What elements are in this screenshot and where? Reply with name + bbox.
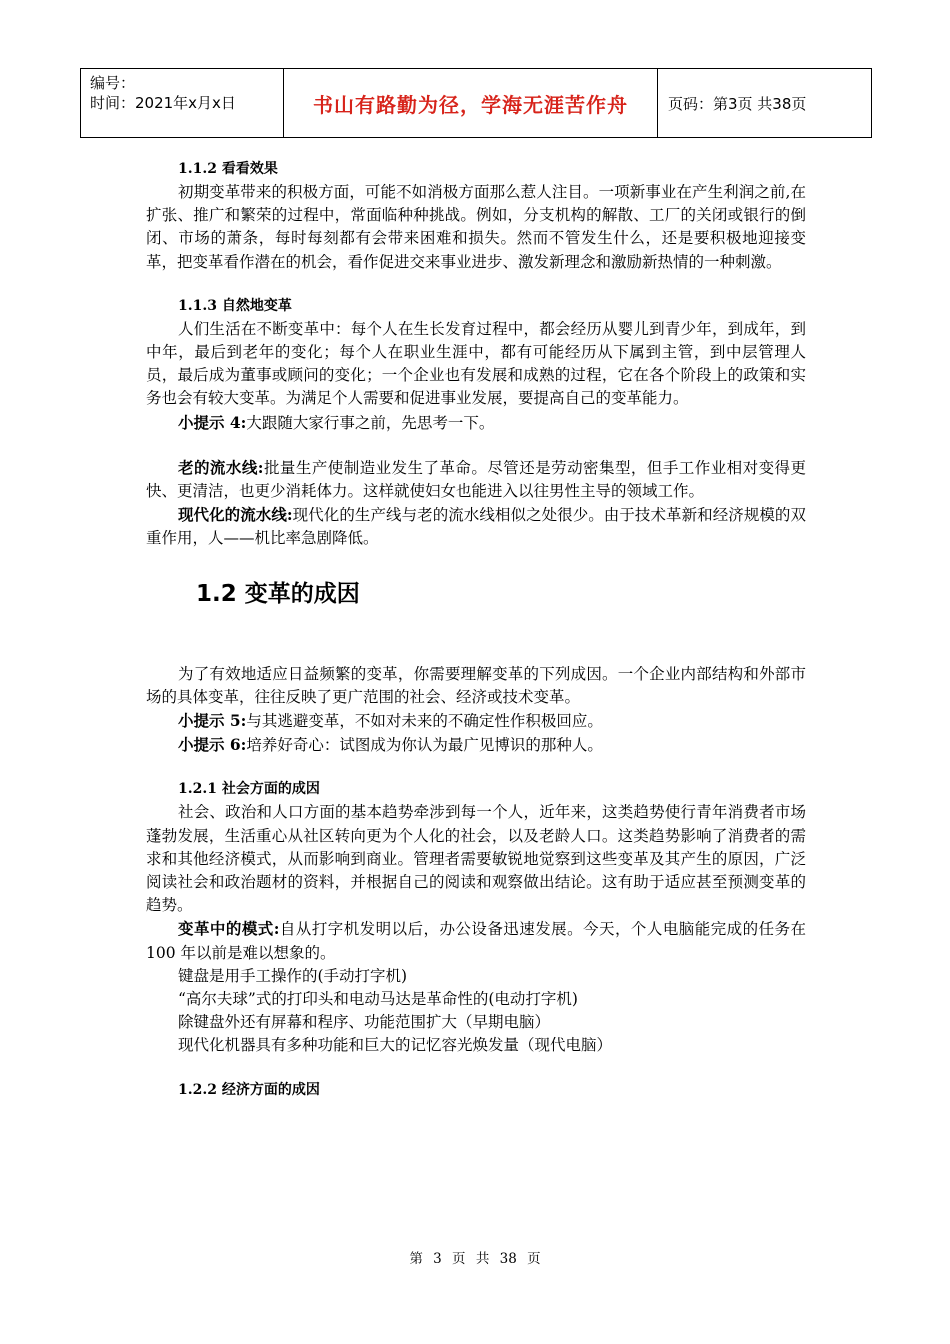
tip-5-text: 与其逃避变革，不如对未来的不确定性作积极回应。 (246, 712, 603, 731)
section-1-1-3-paragraph: 人们生活在不断变革中：每个人在生长发育过程中，都会经历从婴儿到青少年，到成年，到中年，最后到老年的变化；每个人在职业生涯中，都有可能经历从下属到主管，到中层管理人员，最后成为董事或顾问的变化；一个企业也有发展和成熟的过程，它在各个阶段上的政策和实务也会有较大变革。为满足个人需要和促进事业发展，要提高自己的变革能力。 (146, 319, 806, 408)
list-item: 除键盘外还有屏幕和程序、功能范围扩大（早期电脑） (178, 1013, 551, 1032)
document-header (80, 68, 872, 138)
patterns-text: 自从打字机发明以后，办公设备迅速发展。今天，个人电脑能完成的任务在 100 年以前是难以想象的。 (146, 920, 806, 962)
section-1-2-1-title: 1.2.1 社会方面的成因 (178, 781, 320, 798)
list-item: “高尔夫球”式的打印头和电动马达是革命性的(电动打字机) (178, 990, 578, 1009)
section-1-2-2-title: 1.2.2 经济方面的成因 (178, 1081, 320, 1098)
patterns-label: 变革中的模式: (178, 919, 280, 939)
tip-6-text: 培养好奇心：试图成为你认为最广见博识的那种人。 (246, 736, 603, 755)
section-1-1-2-paragraph: 初期变革带来的积极方面，可能不如消极方面那么惹人注目。一项新事业在产生利润之前,在扩张、推广和繁荣的过程中，常面临种种挑战。例如，分支机构的解散、工厂的关闭或银行的倒闭、市场的萧条，每时每刻都有会带来困难和损失。然而不管发生什么，还是要积极地迎接变革，把变革看作潜在的机会，看作促进交来事业进步、激发新理念和激励新热情的一种刺激。 (146, 183, 806, 271)
section-1-2-paragraph: 为了有效地适应日益频繁的变革，你需要理解变革的下列成因。一个企业内部结构和外部市场的具体变革，往往反映了更广范围的社会、经济或技术变革。 (146, 664, 806, 706)
tip-6-label: 小提示 6: (178, 735, 247, 755)
motto: 书山有路勤为径，学海无涯苦作舟 (313, 92, 628, 117)
tip-5-label: 小提示 5: (178, 711, 247, 731)
modern-line-paragraph (146, 503, 806, 550)
modern-line-text: 现代化的生产线与老的流水线相似之处很少。由于技术革新和经济规模的双重作用，人——机比率急剧降低。 (146, 506, 806, 548)
tip-5 (146, 709, 806, 733)
section-1-2-1-paragraph: 社会、政治和人口方面的基本趋势牵涉到每一个人，近年来，这类趋势使行青年消费者市场蓬勃发展，生活重心从社区转向更为个人化的社会，以及老龄人口。这类趋势影响了消费者的需求和其他经济模式，从而影响到商业。管理者需要敏锐地觉察到这些变革及其产生的原因，广泛阅读社会和政治题材的资料，并根据自己的阅读和观察做出结论。这有助于适应甚至预测变革的趋势。 (146, 803, 806, 915)
list-item: 键盘是用手工操作的(手动打字机) (178, 966, 408, 985)
page-info: 页码：第3页 共38页 (668, 94, 807, 113)
page-footer: 第 3 页 共 38 页 (409, 1251, 541, 1267)
tip-6 (146, 733, 806, 757)
old-line-text: 批量生产使制造业发生了革命。尽管还是劳动密集型，但手工作业相对变得更快、更清洁，也更少消耗体力。这样就使妇女也能进入以往男性主导的领域工作。 (146, 458, 806, 501)
document-body (146, 158, 806, 1102)
header-motto-cell (284, 69, 658, 137)
section-1-1-3-title: 1.1.3 自然地变革 (178, 297, 292, 314)
list-item: 现代化机器具有多种功能和巨大的记忆容光焕发量（现代电脑） (178, 1036, 613, 1055)
patterns-paragraph (146, 917, 806, 964)
tip-4 (146, 411, 806, 435)
date-label: 时间：2021年x月x日 (90, 94, 236, 112)
number-label: 编号： (90, 74, 136, 92)
old-line-label: 老的流水线: (178, 457, 264, 477)
tip-4-label: 小提示 4: (178, 412, 247, 432)
section-1-2-heading: 1.2 变革的成因 (196, 580, 360, 607)
header-meta (81, 69, 284, 137)
old-line-paragraph (146, 456, 806, 503)
modern-line-label: 现代化的流水线: (178, 505, 293, 525)
section-1-1-2-title: 1.1.2 看看效果 (178, 161, 278, 177)
tip-4-text: 大跟随大家行事之前，先思考一下。 (246, 413, 495, 432)
